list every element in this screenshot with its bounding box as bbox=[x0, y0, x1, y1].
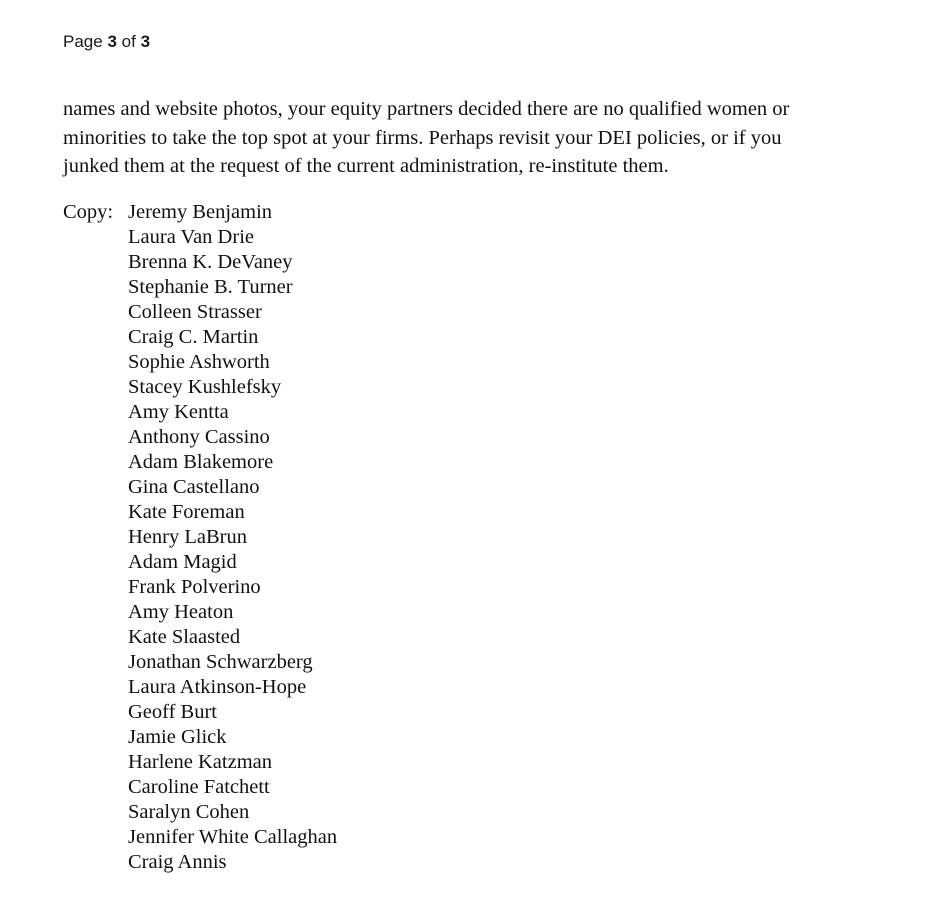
recipient-name: Kate Foreman bbox=[128, 501, 245, 523]
recipient-name: Amy Heaton bbox=[128, 601, 234, 623]
recipient-name: Craig C. Martin bbox=[128, 326, 259, 348]
recipient-name: Adam Blakemore bbox=[128, 451, 274, 473]
recipient-name: Jamie Glick bbox=[128, 726, 227, 748]
recipient-name: Colleen Strasser bbox=[128, 301, 262, 323]
letter-paragraph bbox=[63, 95, 903, 181]
page-number-header bbox=[63, 32, 150, 52]
recipient-name: Craig Annis bbox=[128, 851, 227, 873]
recipient-name: Harlene Katzman bbox=[128, 751, 272, 773]
recipient-name: Kate Slaasted bbox=[128, 626, 241, 648]
paragraph-line: minorities to take the top spot at your firms. Perhaps revisit your DEI policies, or if you bbox=[63, 126, 782, 149]
recipient-name: Anthony Cassino bbox=[128, 426, 270, 448]
copy-label: Copy: bbox=[63, 201, 114, 223]
recipient-name: Jennifer White Callaghan bbox=[128, 826, 338, 848]
recipient-name: Brenna K. DeVaney bbox=[128, 251, 293, 273]
page-current: 3 bbox=[107, 32, 117, 51]
recipient-list bbox=[128, 200, 337, 875]
recipient-name: Henry LaBrun bbox=[128, 526, 247, 548]
paragraph-line: junked them at the request of the current administration, re-institute them. bbox=[63, 155, 669, 177]
page-of: of bbox=[121, 32, 136, 51]
recipient-name: Amy Kentta bbox=[128, 401, 229, 423]
recipient-name: Frank Polverino bbox=[128, 576, 261, 598]
page-total: 3 bbox=[140, 32, 151, 51]
recipient-name: Caroline Fatchett bbox=[128, 776, 270, 798]
recipient-name: Geoff Burt bbox=[128, 701, 218, 723]
recipient-name: Laura Atkinson-Hope bbox=[128, 676, 307, 698]
recipient-name: Stacey Kushlefsky bbox=[128, 376, 282, 398]
paragraph-line: names and website photos, your equity partners decided there are no qualified women or bbox=[63, 98, 790, 120]
recipient-name: Jonathan Schwarzberg bbox=[128, 651, 313, 673]
recipient-name: Gina Castellano bbox=[128, 476, 260, 498]
recipient-name: Saralyn Cohen bbox=[128, 801, 250, 823]
recipient-name: Jeremy Benjamin bbox=[128, 201, 273, 223]
recipient-name: Laura Van Drie bbox=[128, 226, 254, 248]
recipient-name: Sophie Ashworth bbox=[128, 351, 270, 373]
page-label: Page bbox=[63, 32, 103, 51]
recipient-name: Adam Magid bbox=[128, 551, 237, 573]
recipient-name: Stephanie B. Turner bbox=[128, 276, 293, 298]
